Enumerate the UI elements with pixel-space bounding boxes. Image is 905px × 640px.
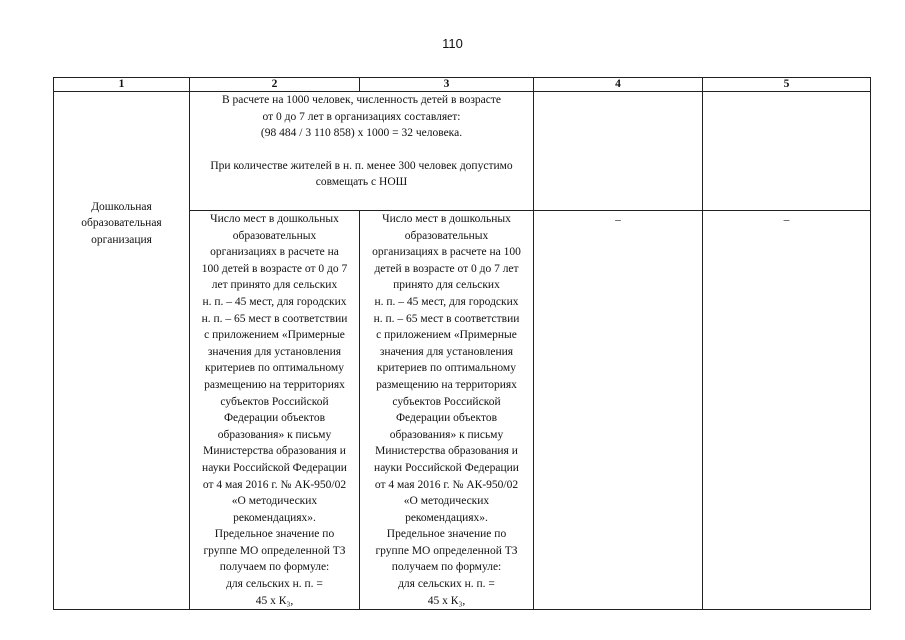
norms-table [53,77,871,610]
dash-value: – [615,214,621,226]
norm-line: от 4 мая 2016 г. № АК-950/02 [202,478,347,491]
norm-line: организациях в расчете на [210,246,339,259]
empty-cell [703,92,871,211]
norm-line: критериев по оптимальному [205,362,344,375]
norm-text-cell-col2 [190,211,360,610]
norm-line: науки Российской Федерации [374,461,519,474]
norm-line: субъектов Российской [220,395,329,408]
header-col-3: 3 [360,78,534,92]
calculation-line: В расчете на 1000 человек, численность детей в возрасте [222,94,501,106]
facility-type-line: Дошкольная [91,200,152,213]
norm-line: с приложением «Примерные [376,329,517,342]
table-header-row [54,78,871,92]
page-number: 110 [442,36,463,51]
norm-line: образования» к письму [389,428,504,441]
header-col-1: 1 [54,78,190,92]
norm-line: Число мест в дошкольных [210,213,339,225]
norm-line: Число мест в дошкольных [382,213,511,225]
norm-line: Предельное значение по [386,528,507,541]
norm-line: детей в возрасте от 0 до 7 лет [374,262,519,275]
norm-line: лет принято для сельских [211,279,338,292]
norm-line: размещению на территориях [204,378,345,391]
note-line: совмещать с НОШ [315,176,408,189]
norm-line: образования» к письму [217,428,332,441]
norm-text-cell-col3 [360,211,534,610]
norm-line: науки Российской Федерации [202,461,347,474]
norm-line: Министерства образования и [375,445,518,458]
norm-line: н. п. – 65 мест в соответствии [373,312,520,325]
facility-type-line: образовательная [81,217,162,230]
norm-line: группе МО определенной ТЗ [203,544,346,557]
note-line: При количестве жителей в н. п. менее 300 человек допустимо [210,159,513,172]
norm-line: н. п. – 45 мест, для городских [374,295,519,308]
value-cell-col5 [703,211,871,610]
norm-line: субъектов Российской [392,395,501,408]
norm-line: Министерства образования и [203,445,346,458]
norm-line: «О методических [231,495,318,508]
calculation-line: от 0 до 7 лет в организациях составляет: [262,110,461,123]
norm-line: значения для установления [207,345,342,358]
norm-line: 45 х К₃, [255,594,294,607]
dash-value: – [783,214,790,226]
norm-line: Федерации объектов [223,412,326,425]
value-cell-col4 [534,211,703,610]
norm-line: н. п. – 45 мест, для городских [202,295,347,308]
norm-line: 45 х К₃, [427,594,466,607]
norm-line: для сельских н. п. = [398,578,495,591]
norm-line: принято для сельских [393,279,500,292]
facility-type-cell [54,92,190,610]
norm-line: образовательных [404,229,489,242]
norm-line: организациях в расчете на 100 [372,246,521,259]
norm-line: размещению на территориях [376,378,517,391]
header-col-4: 4 [534,78,703,92]
norm-line: от 4 мая 2016 г. № АК-950/02 [374,478,519,491]
table-row [54,92,871,211]
norm-line: образовательных [232,229,317,242]
norm-line: н. п. – 65 мест в соответствии [201,312,348,325]
facility-type-line: организация [91,233,152,246]
empty-cell [534,92,703,211]
norm-line: Федерации объектов [395,412,498,425]
norm-line: значения для установления [379,345,514,358]
norm-line: для сельских н. п. = [226,578,323,591]
header-col-5: 5 [703,78,871,92]
header-col-2: 2 [190,78,360,92]
norm-line: с приложением «Примерные [204,329,345,342]
norm-line: группе МО определенной ТЗ [375,544,518,557]
norm-line: критериев по оптимальному [377,362,516,375]
norm-line: получаем по формуле: [391,561,502,574]
norm-line: 100 детей в возрасте от 0 до 7 [201,262,348,275]
calculation-line: (98 484 / 3 110 858) х 1000 = 32 человека. [260,127,463,140]
norm-line: Предельное значение по [214,528,335,541]
norm-line: рекомендациях». [233,511,316,524]
norm-line: рекомендациях». [405,511,488,524]
norm-line: «О методических [403,495,490,508]
calculation-cell [190,92,534,211]
norm-line: получаем по формуле: [219,561,330,574]
